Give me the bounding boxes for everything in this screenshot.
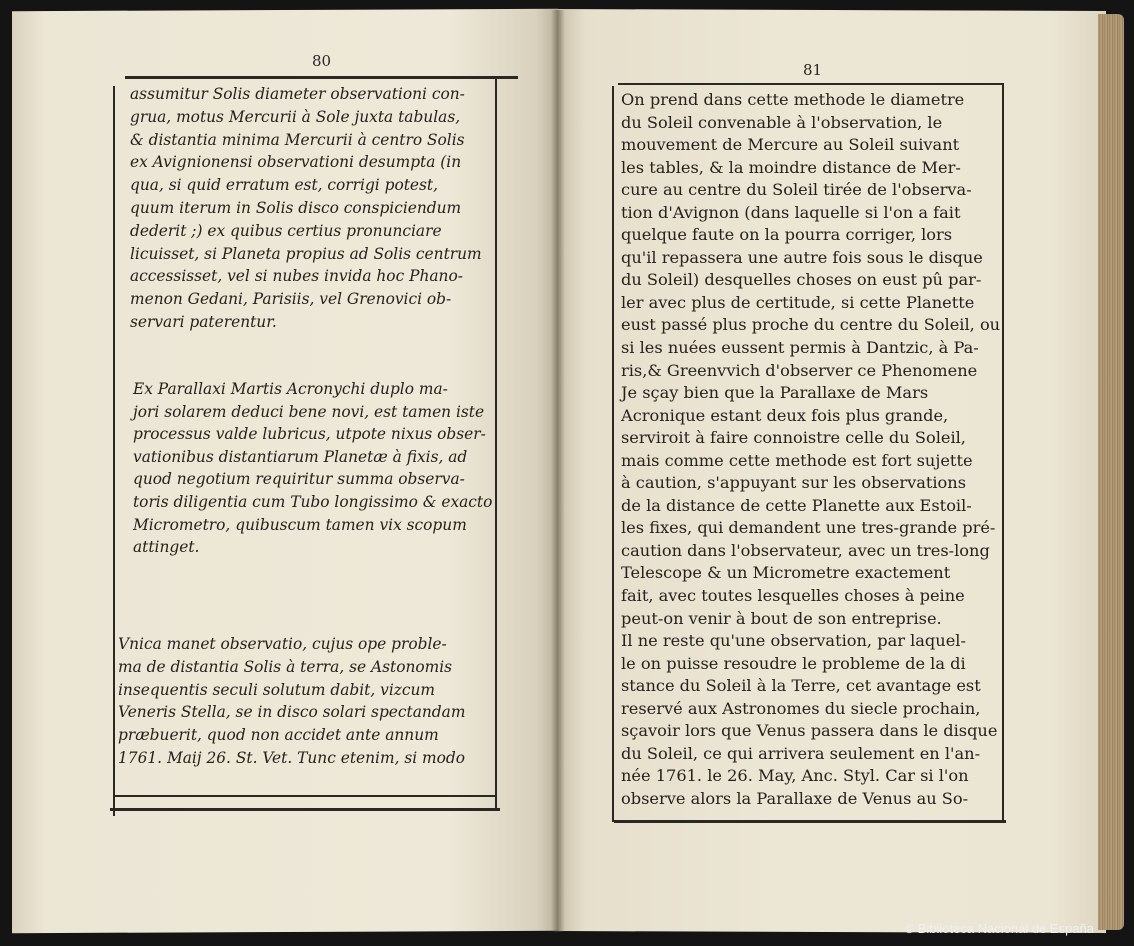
left-frame-bottom-rule: [113, 795, 497, 797]
text-line: Veneris Stella, se in disco solari spectandam: [118, 703, 466, 722]
text-line: caution dans l'observateur, avec un tres-long: [621, 540, 990, 560]
text-line: Telescope & un Micrometre exactement: [621, 563, 951, 583]
text-line: Micrometro, quibuscum tamen vix scopum: [133, 515, 467, 534]
text-line: toris diligentia cum Tubo longissimo & exacto: [133, 492, 493, 511]
text-line: dederit ;) ex quibus certius pronunciare: [130, 221, 442, 240]
left-frame-outer-bottom-rule: [110, 808, 500, 811]
text-line: quum iterum in Solis disco conspiciendum: [130, 198, 462, 217]
text-line: tion d'Avignon (dans laquelle si l'on a fait: [621, 202, 961, 222]
text-line: du Soleil convenable à l'observation, le: [621, 112, 943, 132]
text-line: née 1761. le 26. May, Anc. Styl. Car si l'on: [621, 766, 969, 786]
text-line: insequentis seculi solutum dabit, vizcum: [118, 680, 436, 699]
text-line: cure au centre du Soleil tirée de l'observa-: [621, 180, 972, 200]
text-line: de la distance de cette Planette aux Estoil-: [621, 495, 972, 515]
text-line: 1761. Maij 26. St. Vet. Tunc etenim, si modo: [118, 748, 466, 767]
text-line: & distantia minima Mercurii à centro Solis: [130, 130, 465, 149]
text-line: quelque faute on la pourra corriger, lors: [621, 225, 953, 245]
left-paragraph-3: [118, 633, 494, 770]
text-line: jori solarem deduci bene novi, est tamen iste: [133, 402, 485, 421]
book-gutter: [551, 10, 565, 932]
text-line: les fixes, qui demandent une tres-grande pré-: [621, 518, 996, 538]
text-line: si les nuées eussent permis à Dantzic, à Pa-: [621, 338, 979, 358]
text-line: peut-on venir à bout de son entreprise.: [621, 608, 942, 628]
text-line: reservé aux Astronomes du siecle prochain,: [621, 698, 981, 718]
right-frame-right-rule: [1002, 84, 1004, 820]
text-line: licuisset, si Planeta propius ad Solis centrum: [130, 244, 482, 263]
page-number-right: 81: [803, 61, 823, 79]
right-frame-bottom-rule: [614, 820, 1006, 823]
text-line: qu'il repassera une autre fois sous le disque: [621, 247, 983, 267]
text-line: processus valde lubricus, utpote nixus obser-: [133, 425, 486, 444]
text-line: les tables, & la moindre distance de Mer-: [621, 157, 961, 177]
text-line: mais comme cette methode est fort sujette: [621, 450, 973, 470]
text-line: menon Gedani, Parisiis, vel Grenovici ob-: [130, 290, 452, 309]
text-line: ler avec plus de certitude, si cette Planette: [621, 292, 975, 312]
text-line: le on puisse resoudre le probleme de la di: [621, 653, 966, 673]
text-line: à caution, s'appuyant sur les observations: [621, 473, 967, 493]
text-line: servari paterentur.: [130, 312, 277, 331]
text-line: observe alors la Parallaxe de Venus au So-: [621, 788, 969, 808]
right-frame-left-rule: [612, 86, 614, 822]
text-line: ris,& Greenvvich d'observer ce Phenomene: [621, 360, 978, 380]
right-frame-top-rule: [618, 83, 1004, 85]
text-line: Vnica manet observatio, cujus ope proble-: [118, 635, 447, 653]
text-line: Je sçay bien que la Parallaxe de Mars: [621, 383, 929, 403]
text-line: ex Avignionensi observationi desumpta (in: [130, 153, 462, 172]
text-line: assumitur Solis diameter observationi con-: [130, 85, 465, 103]
text-line: sçavoir lors que Venus passera dans le disque: [621, 721, 998, 741]
text-line: Acronique estant deux fois plus grande,: [621, 405, 949, 425]
text-line: stance du Soleil à la Terre, cet avantage est: [621, 676, 981, 696]
text-line: eust passé plus proche du centre du Soleil, ou: [621, 315, 1001, 335]
text-line: attinget.: [133, 538, 200, 557]
page-number-left: 80: [312, 52, 332, 70]
left-frame-left-rule: [113, 86, 115, 816]
text-line: præbuerit, quod non accidet ante annum: [118, 726, 439, 745]
text-line: accessisset, vel si nubes invida hoc Phano-: [130, 267, 463, 286]
text-line: Il ne reste qu'une observation, par laquel-: [621, 631, 966, 651]
left-frame-top-rule: [125, 76, 518, 79]
text-line: Ex Parallaxi Martis Acronychi duplo ma-: [133, 380, 448, 398]
text-line: ma de distantia Solis à terra, se Astonomis: [118, 657, 453, 676]
left-paragraph-1: [130, 83, 495, 334]
left-paragraph-2: [133, 378, 498, 559]
text-line: serviroit à faire connoistre celle du Soleil,: [621, 428, 966, 448]
right-page-text: [621, 89, 1001, 811]
text-line: grua, motus Mercurii à Sole juxta tabulas,: [130, 107, 461, 126]
text-line: quod negotium requiritur summa observa-: [133, 470, 465, 489]
page-edges: [1098, 14, 1124, 930]
text-line: du Soleil) desquelles choses on eust pû par-: [621, 270, 982, 290]
text-line: On prend dans cette methode le diametre: [621, 90, 965, 109]
text-line: mouvement de Mercure au Soleil suivant: [621, 135, 960, 155]
text-line: vationibus distantiarum Planetæ à fixis, ad: [133, 447, 468, 466]
text-line: du Soleil, ce qui arrivera seulement en l'an-: [621, 743, 981, 763]
text-line: qua, si quid erratum est, corrigi potest,: [130, 176, 439, 195]
text-line: fait, avec toutes lesquelles choses à peine: [621, 586, 965, 606]
copyright-watermark: © Biblioteca Nacional de España: [904, 921, 1094, 936]
